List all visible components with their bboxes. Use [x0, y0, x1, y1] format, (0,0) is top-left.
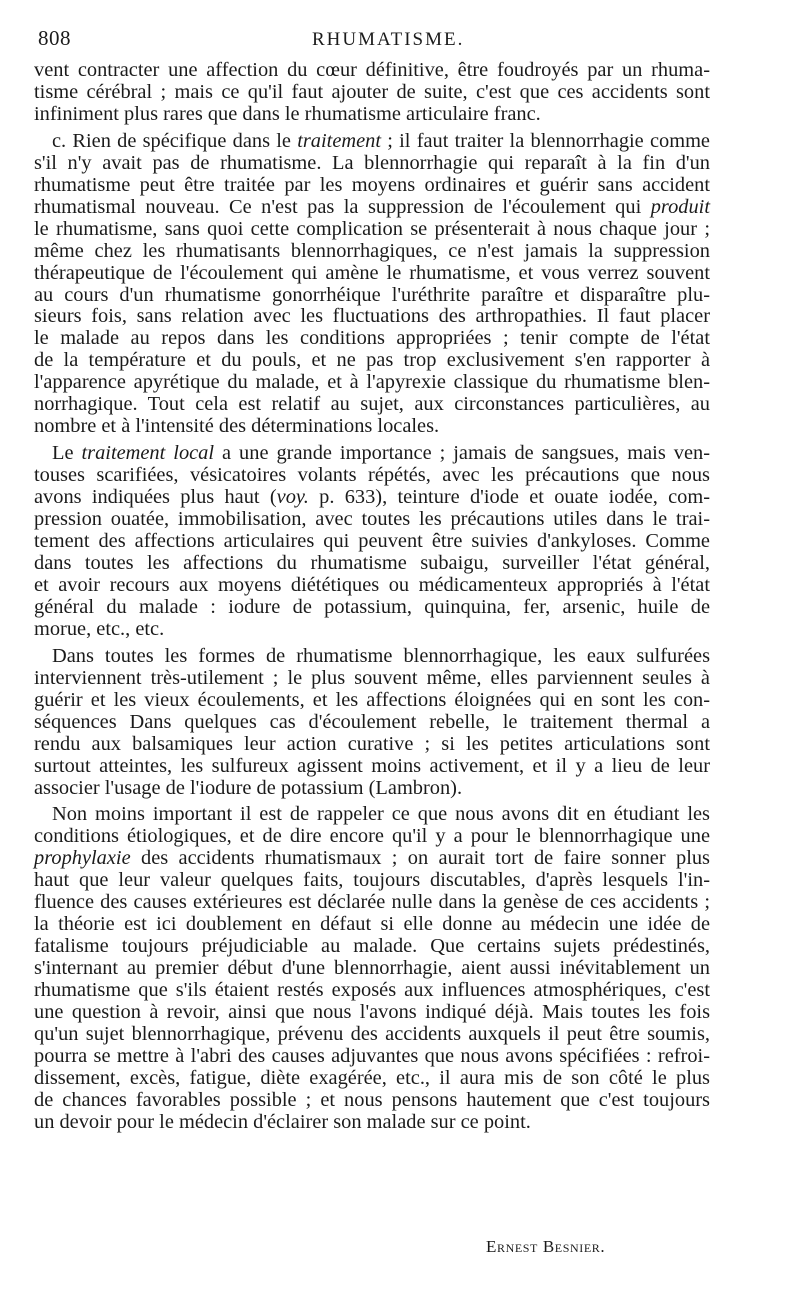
paragraph	[34, 646, 710, 800]
text-line: guérir et les vieux écoulements, et les affections éloignées qui en sont les con-	[34, 688, 710, 711]
text-line: interviennent très-utilement ; le plus souvent même, elles parviennent seules à	[34, 666, 710, 689]
text-line: rendu aux balsamiques leur action curative ; si les petites articulations sont	[34, 732, 710, 755]
text-line: pourra se mettre à l'abri des causes adjuvantes que nous avons spécifiées : refroi-	[34, 1044, 710, 1067]
paragraph	[34, 443, 710, 641]
text-line: Non moins important il est de rappeler ce que nous avons dit en étudiant les	[52, 803, 710, 826]
paragraph	[34, 804, 710, 1133]
text-line: un devoir pour le médecin d'éclairer son malade sur ce point.	[34, 1110, 531, 1133]
author-signature: Ernest Besnier.	[486, 1237, 606, 1256]
text-line: au cours d'un rhumatisme gonorrhéique l'uréthrite paraître et disparaître plu-	[34, 283, 710, 306]
text-line: s'il n'y avait pas de rhumatisme. La blennorrhagie qui reparaît à la fin d'un	[34, 151, 710, 174]
text-line: même chez les rhumatisants blennorrhagiques, ce n'est jamais la suppression	[34, 239, 710, 262]
text-line: tisme cérébral ; mais ce qu'il faut ajouter de suite, c'est que ces accidents sont	[34, 80, 710, 103]
text-line: fluence des causes extérieures est déclarée nulle dans la genèse de ces accidents ;	[34, 891, 710, 914]
text-line: le malade au repos dans les conditions appropriées ; tenir compte de l'état	[34, 327, 710, 350]
page-header	[34, 20, 710, 60]
body-text	[34, 60, 710, 1134]
text-line: vent contracter une affection du cœur définitive, être foudroyés par un rhuma-	[34, 59, 710, 81]
paragraph	[34, 60, 710, 126]
text-line: rhumatismal nouveau. Ce n'est pas la suppression de l'écoulement qui produit	[34, 195, 710, 218]
text-line: surtout atteintes, les sulfureux agissent moins activement, et il y a lieu de leur	[34, 754, 710, 777]
text-line: conditions étiologiques, et de dire encore qu'il y a pour le blennorrhagique une	[34, 825, 710, 848]
text-line: thérapeutique de l'écoulement qui amène le rhumatisme, et vous verrez souvent	[34, 261, 710, 284]
text-line: c. Rien de spécifique dans le traitement ; il faut traiter la blennorrhagie comme	[52, 129, 710, 152]
page-number: 808	[38, 26, 71, 50]
text-line: séquences Dans quelques cas d'écoulement rebelle, le traitement thermal a	[34, 710, 710, 733]
text-line: Le traitement local a une grande importance ; jamais de sangsues, mais ven-	[52, 442, 710, 465]
text-line: sieurs fois, sans relation avec les fluctuations des arthropathies. Il faut placer	[34, 305, 710, 328]
page	[34, 20, 710, 1134]
text-line: l'apparence apyrétique du malade, et à l'apyrexie classique du rhumatisme blen-	[34, 371, 710, 394]
text-line: de chances favorables possible ; et nous pensons hautement que c'est toujours	[34, 1088, 710, 1111]
text-line: nombre et à l'intensité des déterminations locales.	[34, 415, 440, 438]
text-line: une question à revoir, ainsi que nous l'avons indiqué déjà. Mais toutes les fois	[34, 1001, 710, 1024]
text-line: s'internant au premier début d'une blennorrhagie, aient aussi inévitablement un	[34, 957, 710, 980]
text-line: dissement, excès, fatigue, diète exagérée, etc., il aura mis de son côté le plus	[34, 1066, 710, 1089]
text-line: prophylaxie des accidents rhumatismaux ; on aurait tort de faire sonner plus	[34, 847, 710, 870]
text-line: qu'un sujet blennorrhagique, prévenu des accidents auxquels il peut être soumis,	[34, 1022, 710, 1045]
text-line: général du malade : iodure de potassium, quinquina, fer, arsenic, huile de	[34, 595, 710, 618]
text-line: le rhumatisme, sans quoi cette complication se présenterait à nous chaque jour ;	[34, 217, 710, 240]
text-line: haut que leur valeur quelques faits, toujours discutables, d'après lesquels l'in-	[34, 869, 710, 892]
text-line: rhumatisme peut être traitée par les moyens ordinaires et guérir sans accident	[34, 173, 710, 196]
paragraph	[34, 131, 710, 438]
text-line: infiniment plus rares que dans le rhumatisme articulaire franc.	[34, 102, 541, 125]
text-line: associer l'usage de l'iodure de potassium (Lambron).	[34, 776, 463, 799]
text-line: morue, etc., etc.	[34, 617, 165, 640]
text-line: tement des affections articulaires qui peuvent être suivies d'ankyloses. Comme	[34, 530, 710, 553]
text-line: touses scarifiées, vésicatoires volants répétés, avec les précautions que nous	[34, 464, 710, 487]
text-line: rhumatisme que s'ils étaient restés exposés aux influences atmosphériques, c'est	[34, 979, 710, 1002]
text-line: avons indiquées plus haut (voy. p. 633), teinture d'iode et ouate iodée, com-	[34, 486, 711, 509]
text-line: pression ouatée, immobilisation, avec toutes les précautions utiles dans le trai-	[34, 508, 710, 531]
text-line: Dans toutes les formes de rhumatisme blennorrhagique, les eaux sulfurées	[52, 644, 710, 667]
text-line: dans toutes les affections du rhumatisme subaigu, surveiller l'état général,	[34, 551, 710, 574]
text-line: fatalisme toujours préjudiciable au malade. Que certains sujets prédestinés,	[34, 935, 710, 958]
text-line: la théorie est ici doublement en défaut si elle donne au médecin une idée de	[34, 913, 710, 936]
text-line: et avoir recours aux moyens diététiques ou médicamenteux appropriés à l'état	[34, 573, 710, 596]
text-line: norrhagique. Tout cela est relatif au sujet, aux circonstances particulières, au	[34, 393, 710, 416]
running-title: RHUMATISME.	[312, 29, 465, 50]
text-line: de la température et du pouls, et ne pas trop exclusivement s'en rapporter à	[34, 349, 710, 372]
